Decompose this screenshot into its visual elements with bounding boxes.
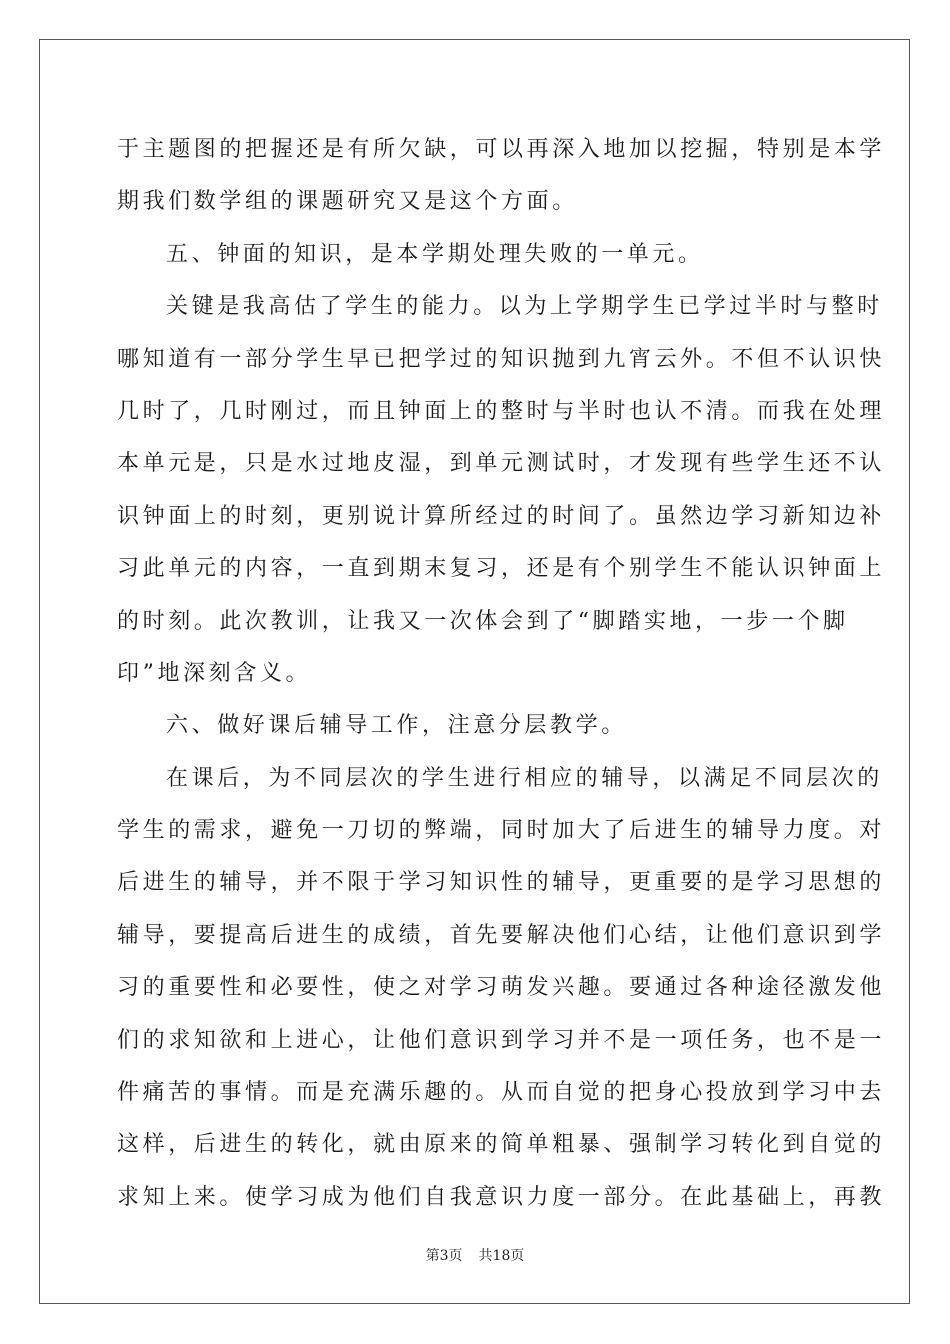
text-line: 几时了，几时刚过，而且钟面上的整时与半时也认不清。而我在处理 <box>117 398 886 424</box>
text-line: 于主题图的把握还是有所欠缺，可以再深入地加以挖掘，特别是本学 <box>117 137 886 162</box>
text-line: 辅导，要提高后进生的成绩，首先要解决他们心结，让他们意识到学 <box>117 922 886 948</box>
text-line: 识钟面上的时刻，更别说计算所经过的时间了。虽然边学习新知边补 <box>117 503 886 529</box>
text-line: 这样，后进生的转化，就由原来的简单粗暴、强制学习转化到自觉的 <box>117 1132 886 1158</box>
text-line: 习此单元的内容，一直到期末复习，还是有个别学生不能认识钟面上 <box>117 556 886 582</box>
text-line: 件痛苦的事情。而是充满乐趣的。从而自觉的把身心投放到学习中去 <box>117 1080 886 1106</box>
text-line: 习的重要性和必要性，使之对学习萌发兴趣。要通过各种途径激发他 <box>117 975 886 1001</box>
text-line: 哪知道有一部分学生早已把学过的知识抛到九宵云外。不但不认识快 <box>117 346 886 372</box>
text-line: 本单元是，只是水过地皮湿，到单元测试时，才发现有些学生还不认 <box>117 451 886 477</box>
page-total: 共18页 <box>478 1248 525 1264</box>
text-line: 关键是我高估了学生的能力。以为上学期学生已学过半时与整时 <box>166 294 883 320</box>
text-line: 后进生的辅导，并不限于学习知识性的辅导，更重要的是学习思想的 <box>117 870 886 896</box>
text-line: 学生的需求，避免一刀切的弊端，同时加大了后进生的辅导力度。对 <box>117 818 886 844</box>
text-line: 五、钟面的知识，是本学期处理失败的一单元。 <box>166 241 704 267</box>
text-line: 印”地深刻含义。 <box>117 660 312 686</box>
document-body <box>117 124 886 1224</box>
text-line: 求知上来。使学习成为他们自我意识力度一部分。在此基础上，再教 <box>117 1184 886 1210</box>
text-line: 的时刻。此次教训，让我又一次体会到了“脚踏实地，一步一个脚 <box>117 608 849 634</box>
text-line: 期我们数学组的课题研究又是这个方面。 <box>117 189 578 215</box>
text-line: 在课后，为不同层次的学生进行相应的辅导，以满足不同层次的 <box>166 765 883 791</box>
page-number: 第3页 <box>425 1248 463 1264</box>
text-line: 六、做好课后辅导工作，注意分层教学。 <box>166 713 627 739</box>
page-footer <box>0 1245 950 1265</box>
text-line: 们的求知欲和上进心，让他们意识到学习并不是一项任务，也不是一 <box>117 1027 886 1053</box>
